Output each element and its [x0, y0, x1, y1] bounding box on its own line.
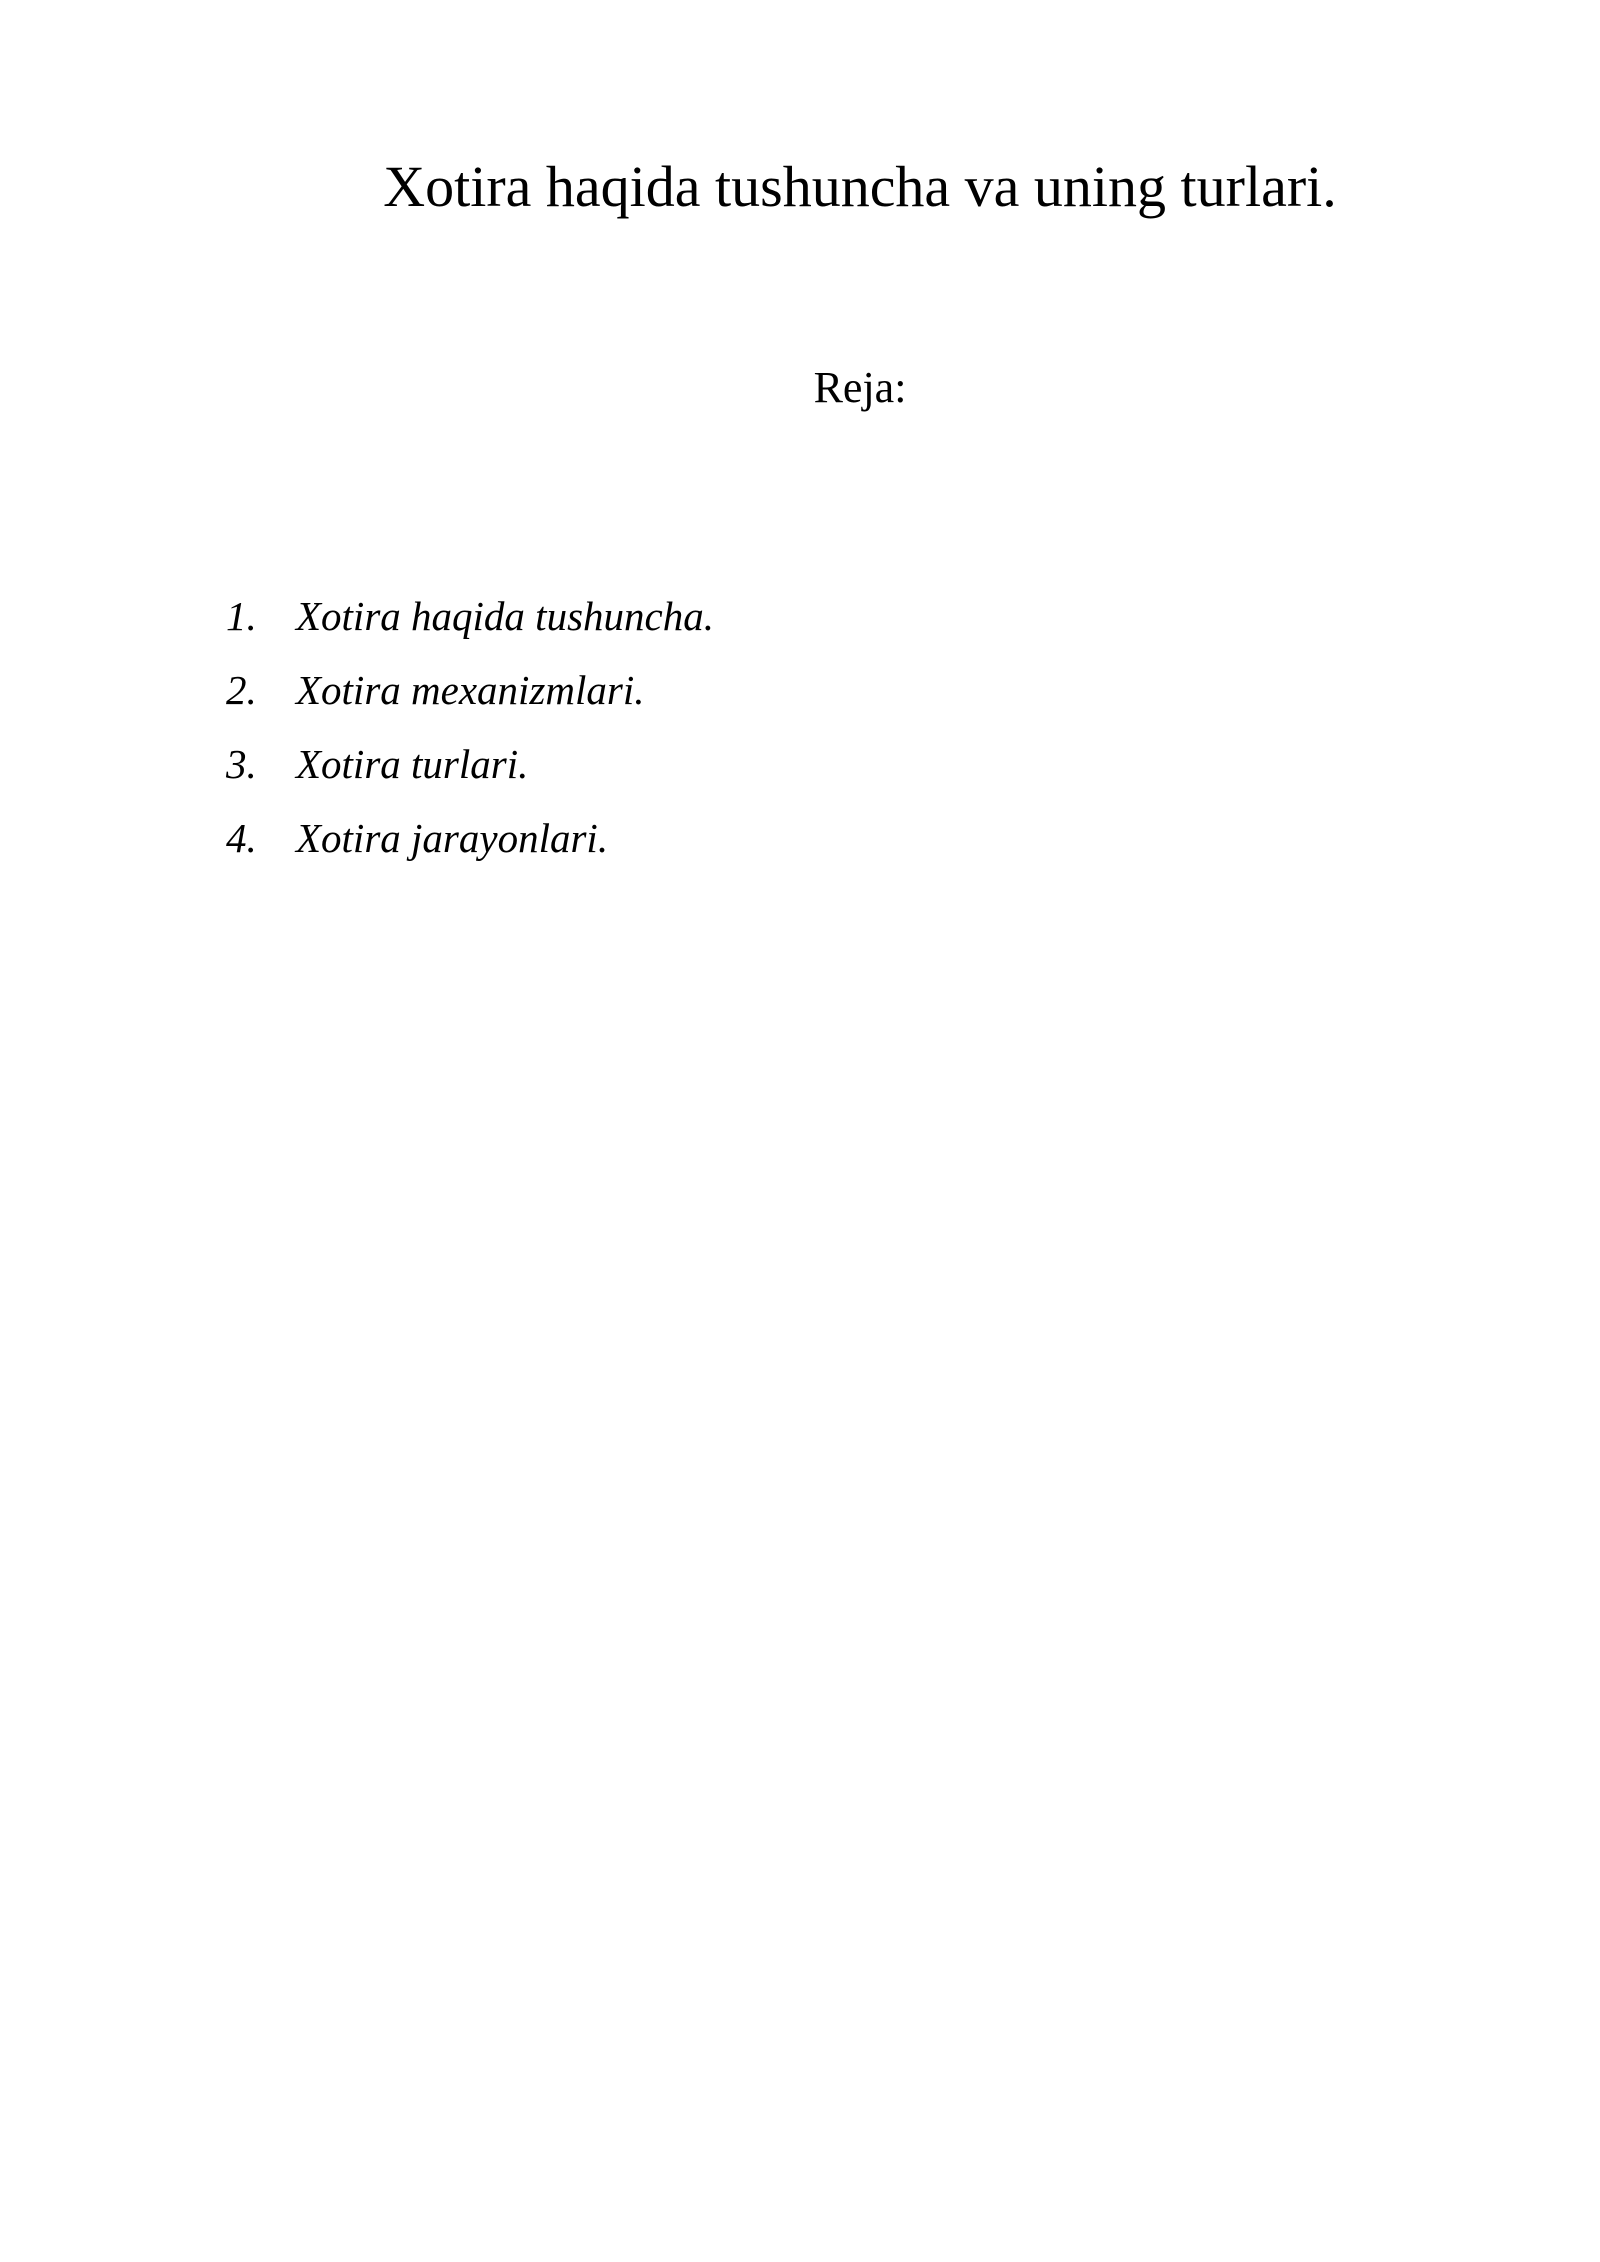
plan-item-4 — [226, 812, 714, 886]
plan-item-number: 4. — [226, 815, 257, 861]
page-title: Xotira haqida tushuncha va uning turlari. — [383, 154, 1337, 219]
plan-list — [226, 590, 714, 886]
plan-heading: Reja: — [813, 363, 907, 412]
plan-item-text: Xotira haqida tushuncha. — [296, 593, 714, 639]
plan-item-number: 2. — [226, 667, 257, 713]
plan-item-text: Xotira turlari. — [296, 741, 529, 787]
plan-item-text: Xotira mexanizmlari. — [296, 667, 645, 713]
plan-item-number: 3. — [226, 741, 257, 787]
plan-item-number: 1. — [226, 593, 257, 639]
plan-item-3 — [226, 738, 714, 812]
plan-item-2 — [226, 664, 714, 738]
plan-item-1 — [226, 590, 714, 664]
plan-item-text: Xotira jarayonlari. — [296, 815, 609, 861]
